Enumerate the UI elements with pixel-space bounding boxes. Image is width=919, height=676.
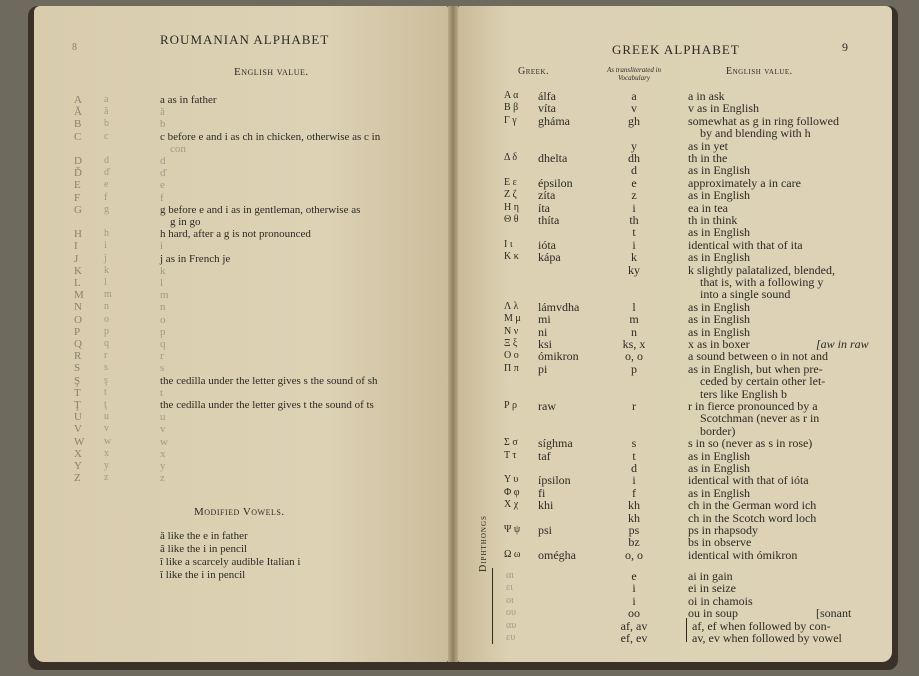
roumanian-lowercase-letter: b (104, 118, 109, 130)
roumanian-english-value: z (160, 472, 165, 485)
roumanian-english-value: i (160, 240, 164, 253)
greek-letter-pair: Κ κ (504, 251, 519, 263)
greek-english-value: as in English, but when pre- (688, 361, 823, 376)
left-page (34, 6, 448, 662)
greek-english-value: as in English (688, 461, 750, 475)
greek-english-value: into a single sound (700, 287, 791, 302)
greek-english-value: border) (700, 423, 736, 438)
roumanian-uppercase-letter: P (74, 325, 81, 338)
greek-letter-name: mi (538, 312, 551, 327)
greek-letter-name: taf (538, 448, 551, 463)
greek-letter-pair: Φ φ (504, 486, 520, 498)
roumanian-uppercase-letter: V (74, 423, 82, 436)
greek-english-value: ps in rhapsody (688, 523, 758, 537)
greek-header: Greek. (518, 66, 549, 77)
roumanian-lowercase-letter: n (104, 301, 109, 313)
roumanian-english-value: c before e and i as ch in chicken, otherwise as c in (160, 130, 381, 143)
greek-english-value: identical with that of ióta (688, 473, 809, 488)
roumanian-lowercase-letter: o (104, 313, 109, 325)
right-page (458, 6, 892, 662)
roumanian-uppercase-letter: A (74, 94, 82, 106)
roumanian-english-value: con (170, 142, 186, 155)
roumanian-lowercase-letter: ă (104, 106, 109, 118)
roumanian-lowercase-letter: y (104, 460, 109, 471)
consonant-vowel-brace (686, 618, 687, 642)
roumanian-english-value: p (160, 325, 166, 338)
greek-letter-name: ióta (538, 237, 556, 252)
roumanian-uppercase-letter: Ď (74, 167, 82, 180)
roumanian-lowercase-letter: ď (104, 167, 111, 179)
greek-letter-pair: Λ λ (504, 300, 519, 312)
left-page-number: 8 (72, 42, 77, 53)
transliteration: p (631, 361, 637, 376)
transliteration: kh (628, 510, 640, 525)
transliteration: ks, x (622, 337, 646, 351)
transliteration: o, o (625, 349, 643, 364)
diphthong: ει (506, 582, 513, 594)
right-page-number: 9 (842, 40, 848, 54)
roumanian-lowercase-letter: w (104, 435, 112, 447)
greek-english-value: as in English (688, 299, 750, 314)
transliteration: k (631, 250, 637, 265)
greek-letter-name: víta (538, 101, 556, 116)
greek-letter-name: síghma (538, 436, 573, 451)
roumanian-lowercase-letter: ş (104, 374, 108, 386)
roumanian-english-value: f (160, 191, 164, 204)
roumanian-uppercase-letter: B (74, 118, 82, 131)
diphthong-transliteration: e (631, 569, 637, 583)
greek-english-value: identical with ómikron (688, 547, 798, 562)
greek-letter-name: psi (538, 523, 553, 537)
greek-english-value: s in so (never as s in rose) (688, 436, 813, 451)
transliteration: t (632, 225, 636, 240)
greek-english-value: as in English (688, 448, 750, 463)
greek-letter-name: ghámа (538, 113, 570, 128)
greek-letter-pair: Α α (504, 90, 519, 101)
right-page-title: GREEK ALPHABET (612, 42, 740, 57)
roumanian-uppercase-letter: Q (74, 338, 82, 350)
greek-letter-name: zíta (538, 188, 556, 203)
greek-letter-pair: Σ σ (504, 437, 518, 449)
greek-letter-pair: Ο ο (504, 350, 519, 362)
transliteration-header: As transliterated in Vocabulary (606, 66, 662, 82)
transliteration: gh (628, 113, 640, 128)
diphthong-english-value: ou in soup (688, 606, 739, 621)
greek-letter-name: thíta (538, 213, 560, 227)
roumanian-english-value: g before e and i as in gentleman, otherwise as (160, 203, 361, 216)
greek-letter-name: ksi (538, 337, 553, 351)
roumanian-uppercase-letter: I (74, 240, 78, 253)
greek-letter-name: omégha (538, 547, 576, 562)
greek-letter-name: raw (538, 399, 556, 413)
greek-letter-pair: Ψ ψ (504, 524, 521, 535)
roumanian-english-value: x (160, 447, 166, 460)
greek-english-value: identical with that of ita (688, 237, 803, 252)
transliteration: i (632, 200, 636, 215)
transliteration: r (632, 399, 636, 413)
roumanian-lowercase-letter: v (104, 423, 109, 435)
greek-english-value: ch in the German word ich (688, 498, 817, 513)
roumanian-uppercase-letter: G (74, 203, 82, 216)
diphthong-transliteration: i (632, 581, 636, 596)
transliteration: v (631, 101, 637, 116)
greek-english-value: as in English (688, 163, 750, 178)
transliteration: y (631, 138, 637, 153)
greek-english-value: th in the (688, 151, 728, 165)
roumanian-uppercase-letter: K (74, 264, 82, 277)
roumanian-lowercase-letter: m (104, 289, 112, 301)
roumanian-english-value: s (160, 362, 165, 375)
roumanian-english-value: j as in French je (160, 252, 231, 265)
roumanian-uppercase-letter: W (74, 435, 85, 448)
greek-letter-name: lámvdha (538, 299, 580, 314)
roumanian-english-value: the cedilla under the letter gives t the sound of ts (160, 399, 374, 411)
roumanian-lowercase-letter: r (104, 350, 108, 362)
roumanian-lowercase-letter: g (104, 203, 109, 215)
greek-letter-name: dhelta (538, 151, 568, 165)
roumanian-english-value: v (160, 423, 166, 436)
book-gutter (448, 6, 458, 662)
greek-english-value: as in English (688, 485, 750, 500)
greek-letter-name: pi (538, 361, 548, 376)
diphthong-english-value: oi in chamois (688, 593, 753, 608)
roumanian-lowercase-letter: i (104, 240, 107, 252)
roumanian-uppercase-letter: M (74, 289, 84, 302)
roumanian-english-value: l (160, 277, 164, 289)
greek-letter-pair: Θ θ (504, 214, 519, 225)
roumanian-lowercase-letter: e (104, 179, 109, 191)
roumanian-english-value: b (160, 118, 166, 131)
greek-letter-pair: Χ χ (504, 499, 519, 511)
roumanian-uppercase-letter: F (74, 191, 81, 204)
greek-english-value: as in English (688, 188, 750, 203)
diphthong-transliteration: ef, ev (620, 631, 648, 645)
roumanian-english-value: o (160, 313, 166, 326)
margin-note-aw: [aw in raw (816, 337, 869, 351)
greek-letter-pair: Π π (504, 362, 519, 374)
roumanian-uppercase-letter: X (74, 447, 82, 460)
transliteration: z (631, 188, 637, 203)
roumanian-lowercase-letter: c (104, 130, 109, 142)
greek-letter-pair: Ρ ρ (504, 400, 518, 411)
greek-letter-name: kápa (538, 250, 561, 265)
greek-english-value: ch in the Scotch word loch (688, 510, 817, 525)
greek-english-value: a in ask (688, 89, 725, 103)
greek-english-value: as in English (688, 312, 750, 327)
greek-english-value: ters like English b (700, 386, 787, 401)
greek-letter-pair: Ν ν (504, 325, 519, 337)
greek-english-value: x as in boxer (688, 337, 750, 351)
greek-english-value: as in English (688, 324, 750, 339)
roumanian-lowercase-letter: a (104, 94, 109, 105)
transliteration: e (631, 175, 637, 190)
roumanian-lowercase-letter: ţ (104, 399, 107, 410)
roumanian-uppercase-letter: O (74, 313, 82, 326)
roumanian-uppercase-letter: Ă (74, 106, 82, 119)
roumanian-english-value: k (160, 264, 166, 277)
roumanian-english-value: h hard, after a g is not pronounced (160, 228, 311, 241)
greek-letter-pair: Ζ ζ (504, 189, 517, 201)
margin-note-sonant: [sonant (816, 606, 852, 620)
roumanian-uppercase-letter: L (74, 277, 81, 289)
diphthong-transliteration: af, av (620, 618, 648, 633)
roumanian-uppercase-letter: U (74, 411, 82, 424)
transliteration: s (631, 436, 637, 451)
greek-english-value: that is, with a following y (700, 275, 824, 289)
transliteration: dh (628, 151, 640, 165)
diphthong: οι (506, 594, 514, 606)
roumanian-uppercase-letter: D (74, 155, 82, 167)
greek-letter-pair: Η η (504, 201, 519, 213)
transliteration: l (632, 299, 636, 314)
roumanian-lowercase-letter: p (104, 325, 109, 337)
greek-letter-name: khi (538, 498, 554, 513)
diphthong-transliteration: i (632, 593, 636, 608)
diphthongs-bracket (492, 568, 493, 644)
roumanian-lowercase-letter: q (104, 338, 109, 349)
greek-english-value: a sound between o in not and (688, 349, 828, 364)
greek-english-value: somewhat as g in ring followed (688, 113, 839, 128)
roumanian-uppercase-letter: C (74, 130, 82, 143)
roumanian-uppercase-letter: J (74, 252, 79, 265)
greek-letter-pair: Τ τ (504, 449, 517, 461)
roumanian-english-value: e (160, 179, 165, 192)
roumanian-uppercase-letter: Ţ (74, 399, 81, 411)
greek-letter-pair: Μ μ (504, 313, 521, 325)
greek-letter-name: fi (538, 485, 546, 500)
roumanian-lowercase-letter: s (104, 362, 108, 374)
roumanian-lowercase-letter: z (104, 472, 109, 484)
greek-english-value: approximately a in care (688, 175, 801, 190)
transliteration: n (631, 324, 637, 339)
greek-letter-pair: Ω ω (504, 548, 521, 560)
diphthong-english-value: af, ef when followed by con- (692, 618, 831, 633)
transliteration: i (632, 237, 636, 252)
greek-letter-pair: Υ υ (504, 474, 519, 486)
diphthongs-label: Diphthongs (478, 515, 489, 572)
diphthong-transliteration: oo (628, 606, 640, 621)
transliteration: i (632, 473, 636, 488)
roumanian-lowercase-letter: t (104, 386, 107, 398)
greek-english-value: Scotchman (never as r in (700, 411, 820, 426)
greek-english-value: by and blending with h (700, 126, 811, 141)
transliteration: kh (628, 498, 640, 513)
transliteration: o, o (625, 547, 643, 562)
greek-letter-name: épsilon (538, 175, 573, 190)
diphthong: αυ (506, 619, 517, 631)
greek-english-value: ceded by certain other let- (700, 374, 826, 389)
roumanian-english-value: g in go (170, 216, 201, 228)
greek-english-value: as in yet (688, 138, 728, 153)
roumanian-english-value: m (160, 289, 169, 302)
roumanian-english-value: u (160, 411, 166, 424)
transliteration: ky (628, 262, 640, 277)
diphthong-english-value: av, ev when followed by vowel (692, 631, 842, 645)
roumanian-english-value: t (160, 386, 164, 399)
roumanian-english-value: y (160, 460, 166, 472)
modified-vowel-item: ă like the e in father (160, 530, 248, 542)
greek-letter-pair: Δ δ (504, 152, 518, 163)
diphthong-english-value: ei in seize (688, 581, 736, 596)
diphthong-english-value: ai in gain (688, 569, 733, 583)
roumanian-uppercase-letter: S (74, 362, 81, 375)
modified-vowel-item: î like a scarcely audible Italian i (160, 556, 301, 568)
roumanian-uppercase-letter: Y (74, 460, 82, 472)
roumanian-english-value: d (160, 155, 166, 167)
greek-letter-pair: Ξ ξ (504, 338, 518, 349)
roumanian-uppercase-letter: Ş (74, 374, 81, 387)
roumanian-uppercase-letter: Z (74, 472, 81, 485)
greek-letter-pair: Β β (504, 102, 519, 114)
roumanian-uppercase-letter: E (74, 179, 81, 192)
roumanian-lowercase-letter: u (104, 411, 109, 423)
roumanian-english-value: q (160, 338, 166, 350)
greek-letter-name: ni (538, 324, 548, 339)
roumanian-lowercase-letter: f (104, 191, 108, 203)
transliteration: ps (628, 523, 640, 537)
greek-letter-pair: Ε ε (504, 176, 517, 188)
roumanian-english-value: a as in father (160, 94, 217, 106)
roumanian-english-value: n (160, 301, 166, 314)
roumanian-english-value: ă (160, 106, 165, 119)
greek-english-value: r in fierce pronounced by a (688, 399, 818, 413)
greek-letter-name: íta (538, 200, 550, 215)
transliteration: d (631, 461, 637, 475)
roumanian-lowercase-letter: l (104, 277, 107, 288)
english-value-header-right: English value. (726, 66, 793, 77)
roumanian-lowercase-letter: k (104, 264, 109, 276)
greek-letter-name: álfa (538, 89, 556, 103)
transliteration: th (629, 213, 639, 227)
diphthong: ευ (506, 632, 516, 643)
modified-vowels-title: Modified Vowels. (194, 506, 285, 518)
diphthong: ου (506, 607, 516, 619)
greek-english-value: ea in tea (688, 200, 728, 215)
greek-english-value: as in English (688, 250, 750, 265)
roumanian-uppercase-letter: N (74, 301, 82, 314)
roumanian-lowercase-letter: d (104, 155, 109, 166)
roumanian-english-value: r (160, 350, 164, 363)
roumanian-english-value: the cedilla under the letter gives s the sound of sh (160, 374, 378, 387)
greek-english-value: v as in English (688, 101, 759, 116)
roumanian-lowercase-letter: j (104, 252, 107, 264)
transliteration: a (631, 89, 637, 103)
transliteration: f (632, 485, 636, 500)
modified-vowel-item: ĭ like the i in pencil (160, 569, 246, 581)
transliteration: bz (628, 535, 640, 550)
roumanian-english-value: ď (160, 167, 168, 180)
greek-letter-name: ípsilon (538, 473, 571, 488)
greek-english-value: bs in observe (688, 535, 752, 550)
left-page-title: ROUMANIAN ALPHABET (160, 32, 330, 47)
roumanian-uppercase-letter: H (74, 228, 82, 241)
greek-letter-name: ómikron (538, 349, 579, 364)
transliteration: m (629, 312, 639, 327)
transliteration: d (631, 163, 637, 178)
roumanian-english-value: w (160, 435, 168, 448)
english-value-header: English value. (234, 66, 309, 78)
greek-english-value: as in English (688, 225, 750, 240)
greek-letter-pair: Ι ι (504, 238, 513, 250)
modified-vowel-item: â like the i in pencil (160, 543, 248, 555)
roumanian-uppercase-letter: T (74, 386, 81, 399)
greek-english-value: th in think (688, 213, 738, 227)
transliteration: t (632, 448, 636, 463)
roumanian-lowercase-letter: x (104, 447, 109, 459)
diphthong: αι (506, 570, 514, 581)
roumanian-lowercase-letter: h (104, 228, 109, 240)
greek-letter-pair: Γ γ (504, 114, 517, 126)
greek-english-value: k slightly palatalized, blended, (688, 262, 835, 277)
roumanian-uppercase-letter: R (74, 350, 82, 363)
